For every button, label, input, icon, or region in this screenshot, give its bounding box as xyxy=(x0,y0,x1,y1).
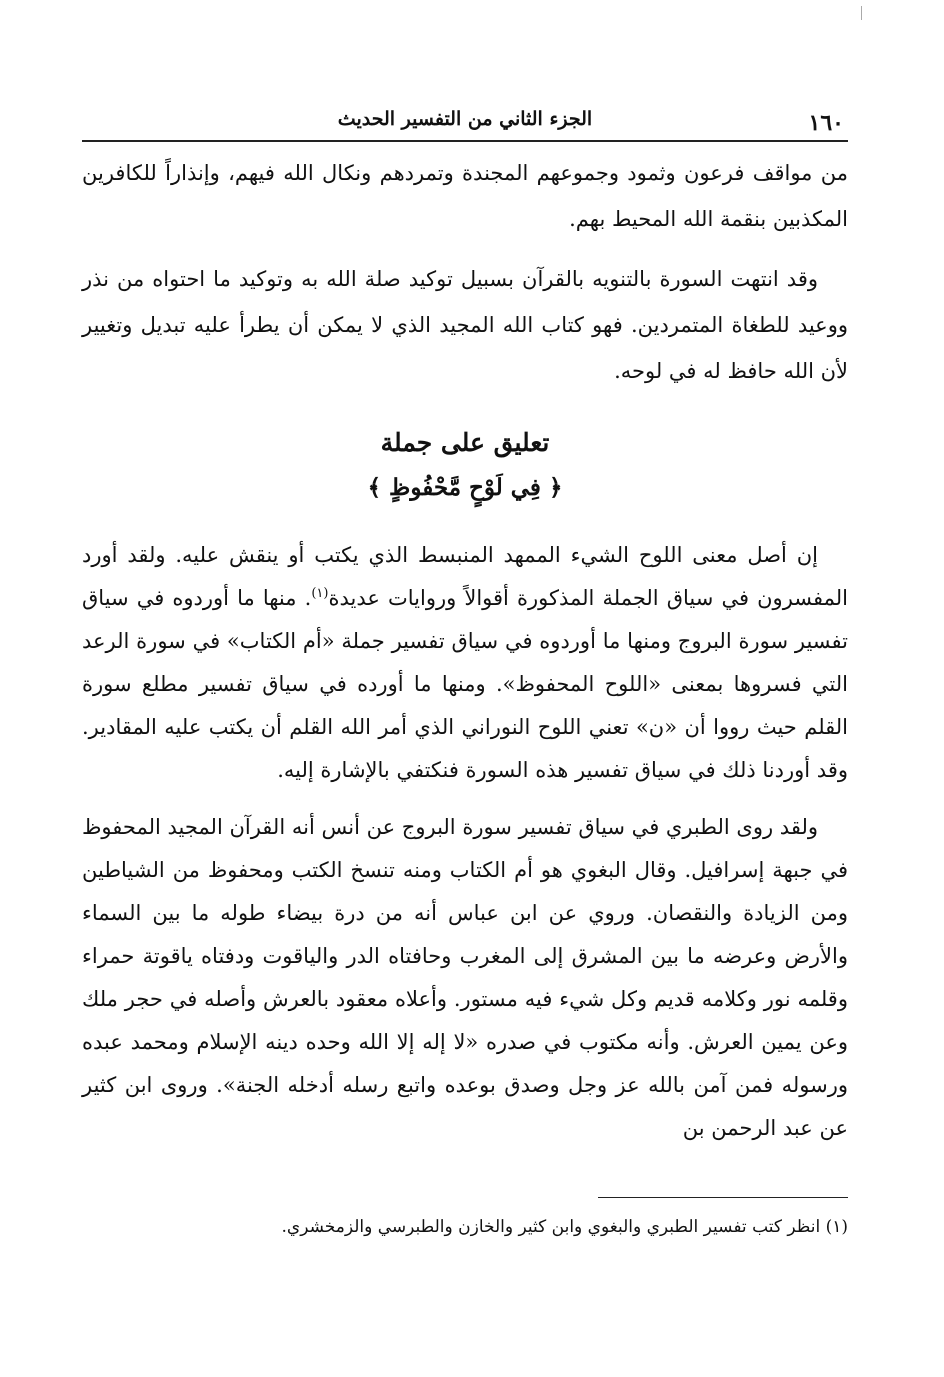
page-number: ١٦٠ xyxy=(808,110,844,136)
section-subtitle-verse: ﴿ فِي لَوْحٍ مَّحْفُوظٍ ﴾ xyxy=(367,474,563,501)
footnote-divider xyxy=(598,1197,848,1198)
main-paragraph-1-part-b: . منها ما أوردوه في سياق تفسير سورة البروج ومنها ما أوردوه في سياق تفسير جملة «أم الكتاب» في سورة الرعد التي فسروها بمعنى «اللوح المحفوظ». ومنها ما أورده في سياق تفسير مطلع سورة القلم حيث رووا أن «ن» تعني اللوح النوراني الذي أمر الله القلم أن يكتب عليه المقادير. وقد أوردنا ذلك في سياق تفسير هذه السورة فنكتفي بالإشارة إليه. xyxy=(82,586,848,782)
footnote: (١) انظر كتب تفسير الطبري والبغوي وابن كثير والخازن والطبرسي والزمخشري. xyxy=(281,1217,848,1237)
main-text xyxy=(82,534,848,1150)
intro-paragraph-2: وقد انتهت السورة بالتنويه بالقرآن بسبيل توكيد صلة الله به وتوكيد ما احتواه من نذر ووعيد للطغاة المتمردين. فهو كتاب الله المجيد الذي لا يمكن أن يطرأ عليه تبديل وتغيير لأن الله حافظ له في لوحه. xyxy=(82,267,848,383)
intro-text xyxy=(82,150,848,394)
main-paragraph-1-part-a: إن أصل معنى اللوح الشيء الممهد المنبسط الذي يكتب أو ينقش عليه. ولقد أورد المفسرون في سياق الجملة المذكورة أقوالاً وروايات عديدة xyxy=(82,543,849,610)
section-title: تعليق على جملة xyxy=(380,428,550,457)
main-paragraph-1 xyxy=(82,534,848,792)
intro-paragraph-1: من مواقف فرعون وثمود وجموعهم المجندة وتمردهم ونكال الله فيهم، وإنذاراً للكافرين المكذبين بنقمة الله المحيط بهم. xyxy=(82,161,848,231)
page-header xyxy=(82,100,848,142)
running-title: الجزء الثاني من التفسير الحديث xyxy=(337,108,593,130)
main-paragraph-2: ولقد روى الطبري في سياق تفسير سورة البروج عن أنس أنه القرآن المجيد المحفوظ في جبهة إسرافيل. وقال البغوي هو أم الكتاب ومنه تنسخ الكتب ومحفوظ من الشياطين ومن الزيادة والنقصان. وروي عن ابن عباس أنه من درة بيضاء طوله ما بين السماء والأرض وعرضه ما بين المشرق إلى المغرب وحافتاه الدر والياقوت ودفتاه ياقوتة حمراء وقلمه نور وكلامه قديم وكل شيء فيه مستور. وأعلاه معقود بالعرش وأصله في حجر ملك وعن يمين العرش. وأنه مكتوب في صدره «لا إله إلا الله وحده دينه الإسلام ومحمد عبده ورسوله فمن آمن بالله عز وجل وصدق بوعده واتبع رسله أدخله الجنة». وروى ابن كثير عن عبد الرحمن بن xyxy=(82,815,848,1140)
scan-mark xyxy=(861,6,862,20)
footnote-reference[interactable]: (١) xyxy=(311,586,329,601)
